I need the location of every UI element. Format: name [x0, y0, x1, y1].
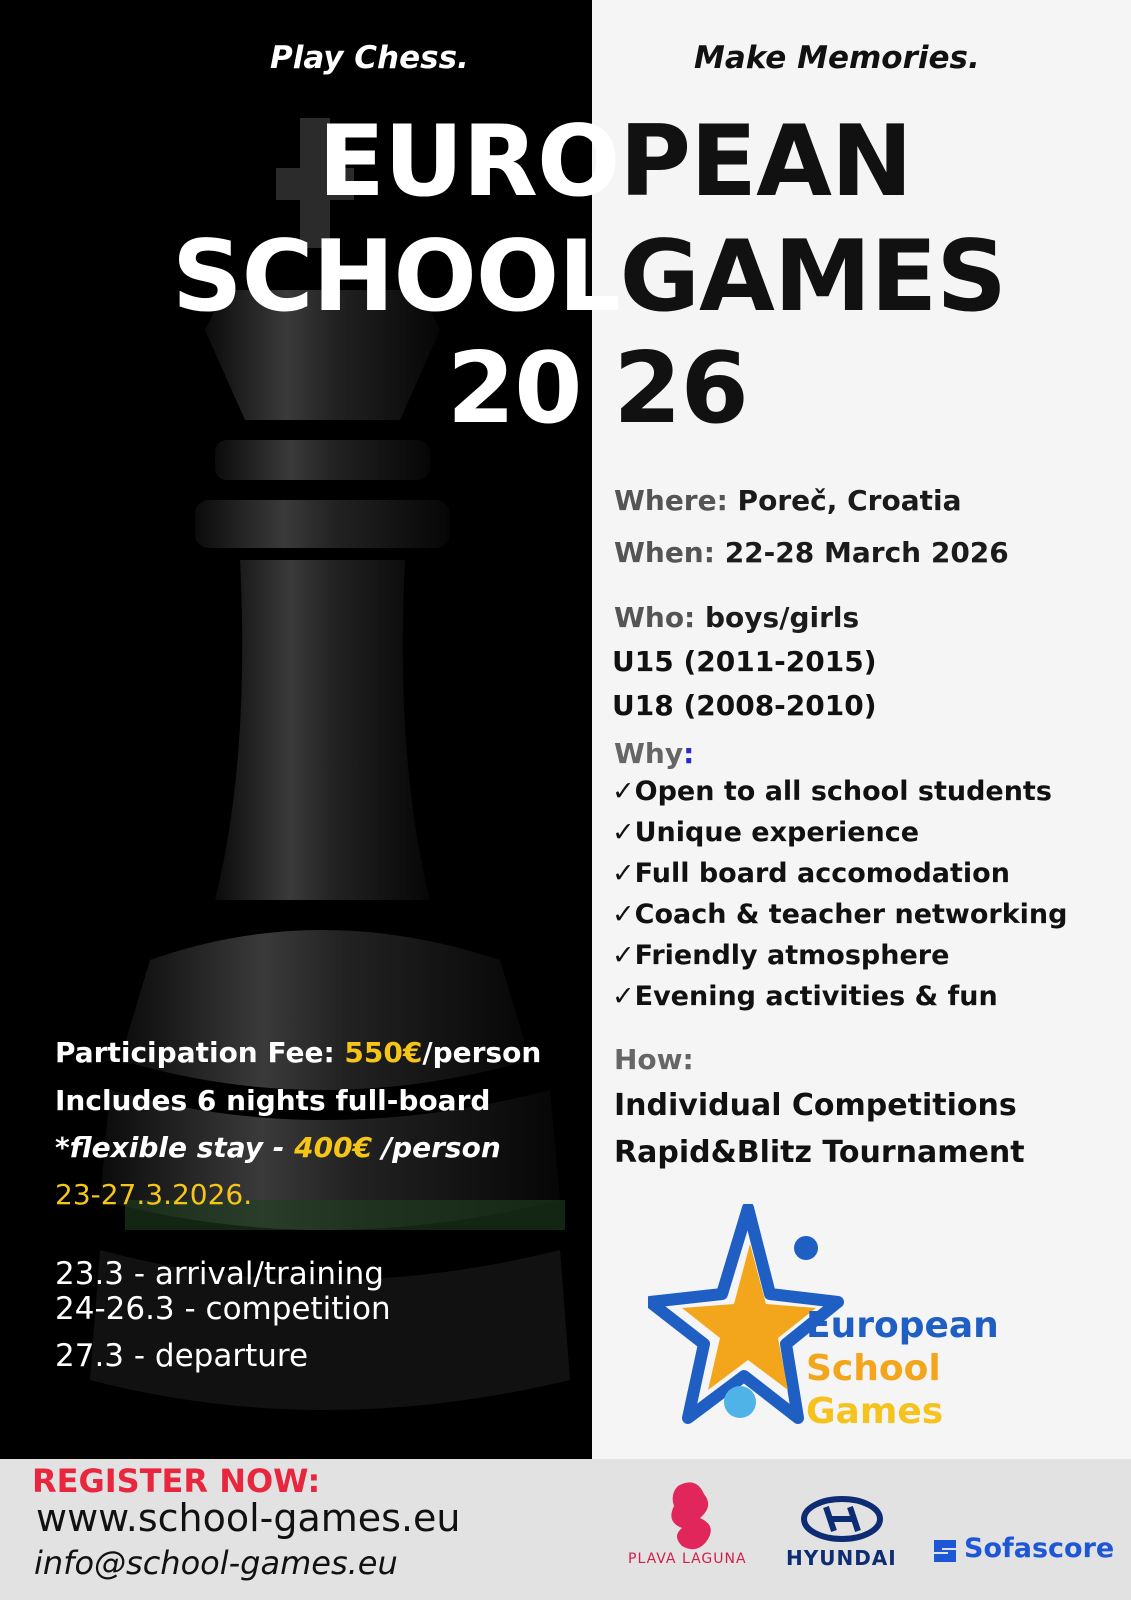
fee-line	[55, 1036, 541, 1069]
title-line-3-right: 26	[613, 332, 748, 446]
fee-flexible	[55, 1131, 501, 1164]
who-value: boys/girls	[695, 601, 860, 634]
logo-text-games: Games	[806, 1391, 944, 1432]
fee-amount: 550€	[344, 1036, 423, 1069]
title-line-2-right: GAMES	[619, 220, 1006, 334]
why-label-text: Why	[614, 737, 684, 770]
flex-dates: 23-27.3.2026.	[55, 1178, 253, 1211]
when-row	[614, 536, 1009, 569]
why-item: ✓Friendly atmosphere	[612, 940, 950, 971]
why-item: ✓Open to all school students	[612, 776, 1052, 807]
flex-unit: /person	[372, 1131, 501, 1164]
where-value: Poreč, Croatia	[727, 484, 962, 517]
how-label: How:	[614, 1043, 694, 1076]
who-line-u15: U15 (2011-2015)	[612, 645, 877, 678]
why-item: ✓Evening activities & fun	[612, 981, 998, 1012]
plava-laguna-text: PLAVA LAGUNA	[628, 1551, 747, 1567]
why-item: ✓Unique experience	[612, 817, 920, 848]
flex-amount: 400€	[294, 1131, 373, 1164]
title-line-1	[318, 105, 912, 219]
logo-text-school: School	[806, 1348, 941, 1389]
why-item: ✓Full board accomodation	[612, 858, 1010, 889]
hyundai-text: HYUNDAI	[786, 1546, 897, 1570]
sofascore-logo-icon	[930, 1536, 960, 1566]
schedule-departure: 27.3 - departure	[55, 1338, 309, 1374]
tagline-left: Play Chess.	[270, 40, 469, 76]
why-colon: :	[683, 737, 695, 770]
how-item-rapid-blitz: Rapid&Blitz Tournament	[614, 1135, 1025, 1170]
fee-unit: /person	[422, 1036, 542, 1069]
why-list	[612, 776, 1067, 1022]
fee-label: Participation Fee:	[55, 1036, 345, 1069]
who-line-u18: U18 (2008-2010)	[612, 689, 877, 722]
register-now: REGISTER NOW:	[32, 1462, 321, 1500]
where-label: Where:	[614, 484, 728, 517]
flex-prefix: *flexible stay -	[55, 1131, 295, 1164]
who-row	[614, 601, 859, 634]
email-link[interactable]: info@school-games.eu	[34, 1544, 398, 1582]
title-line-3-left: 20	[447, 332, 582, 446]
when-label: When:	[614, 536, 715, 569]
sofascore-text: Sofascore	[964, 1533, 1115, 1564]
logo-text-european: European	[806, 1305, 999, 1346]
title-line-1-left: EURO	[318, 105, 620, 219]
title-line-1-right: PEAN	[619, 105, 912, 219]
schedule-competition: 24-26.3 - competition	[55, 1291, 391, 1327]
where-row	[614, 484, 961, 517]
title-line-2-left: SCHOOL	[172, 220, 620, 334]
how-item-individual: Individual Competitions	[614, 1088, 1017, 1123]
tagline-right: Make Memories.	[694, 40, 980, 76]
title-line-2	[172, 220, 1006, 334]
schedule-arrival: 23.3 - arrival/training	[55, 1256, 384, 1292]
website-link[interactable]: www.school-games.eu	[36, 1496, 461, 1540]
title-line-3	[447, 332, 748, 446]
when-value: 22-28 March 2026	[714, 536, 1009, 569]
why-item: ✓Coach & teacher networking	[612, 899, 1068, 930]
who-label: Who:	[614, 601, 696, 634]
why-label	[614, 737, 694, 770]
fee-includes: Includes 6 nights full-board	[55, 1084, 491, 1117]
